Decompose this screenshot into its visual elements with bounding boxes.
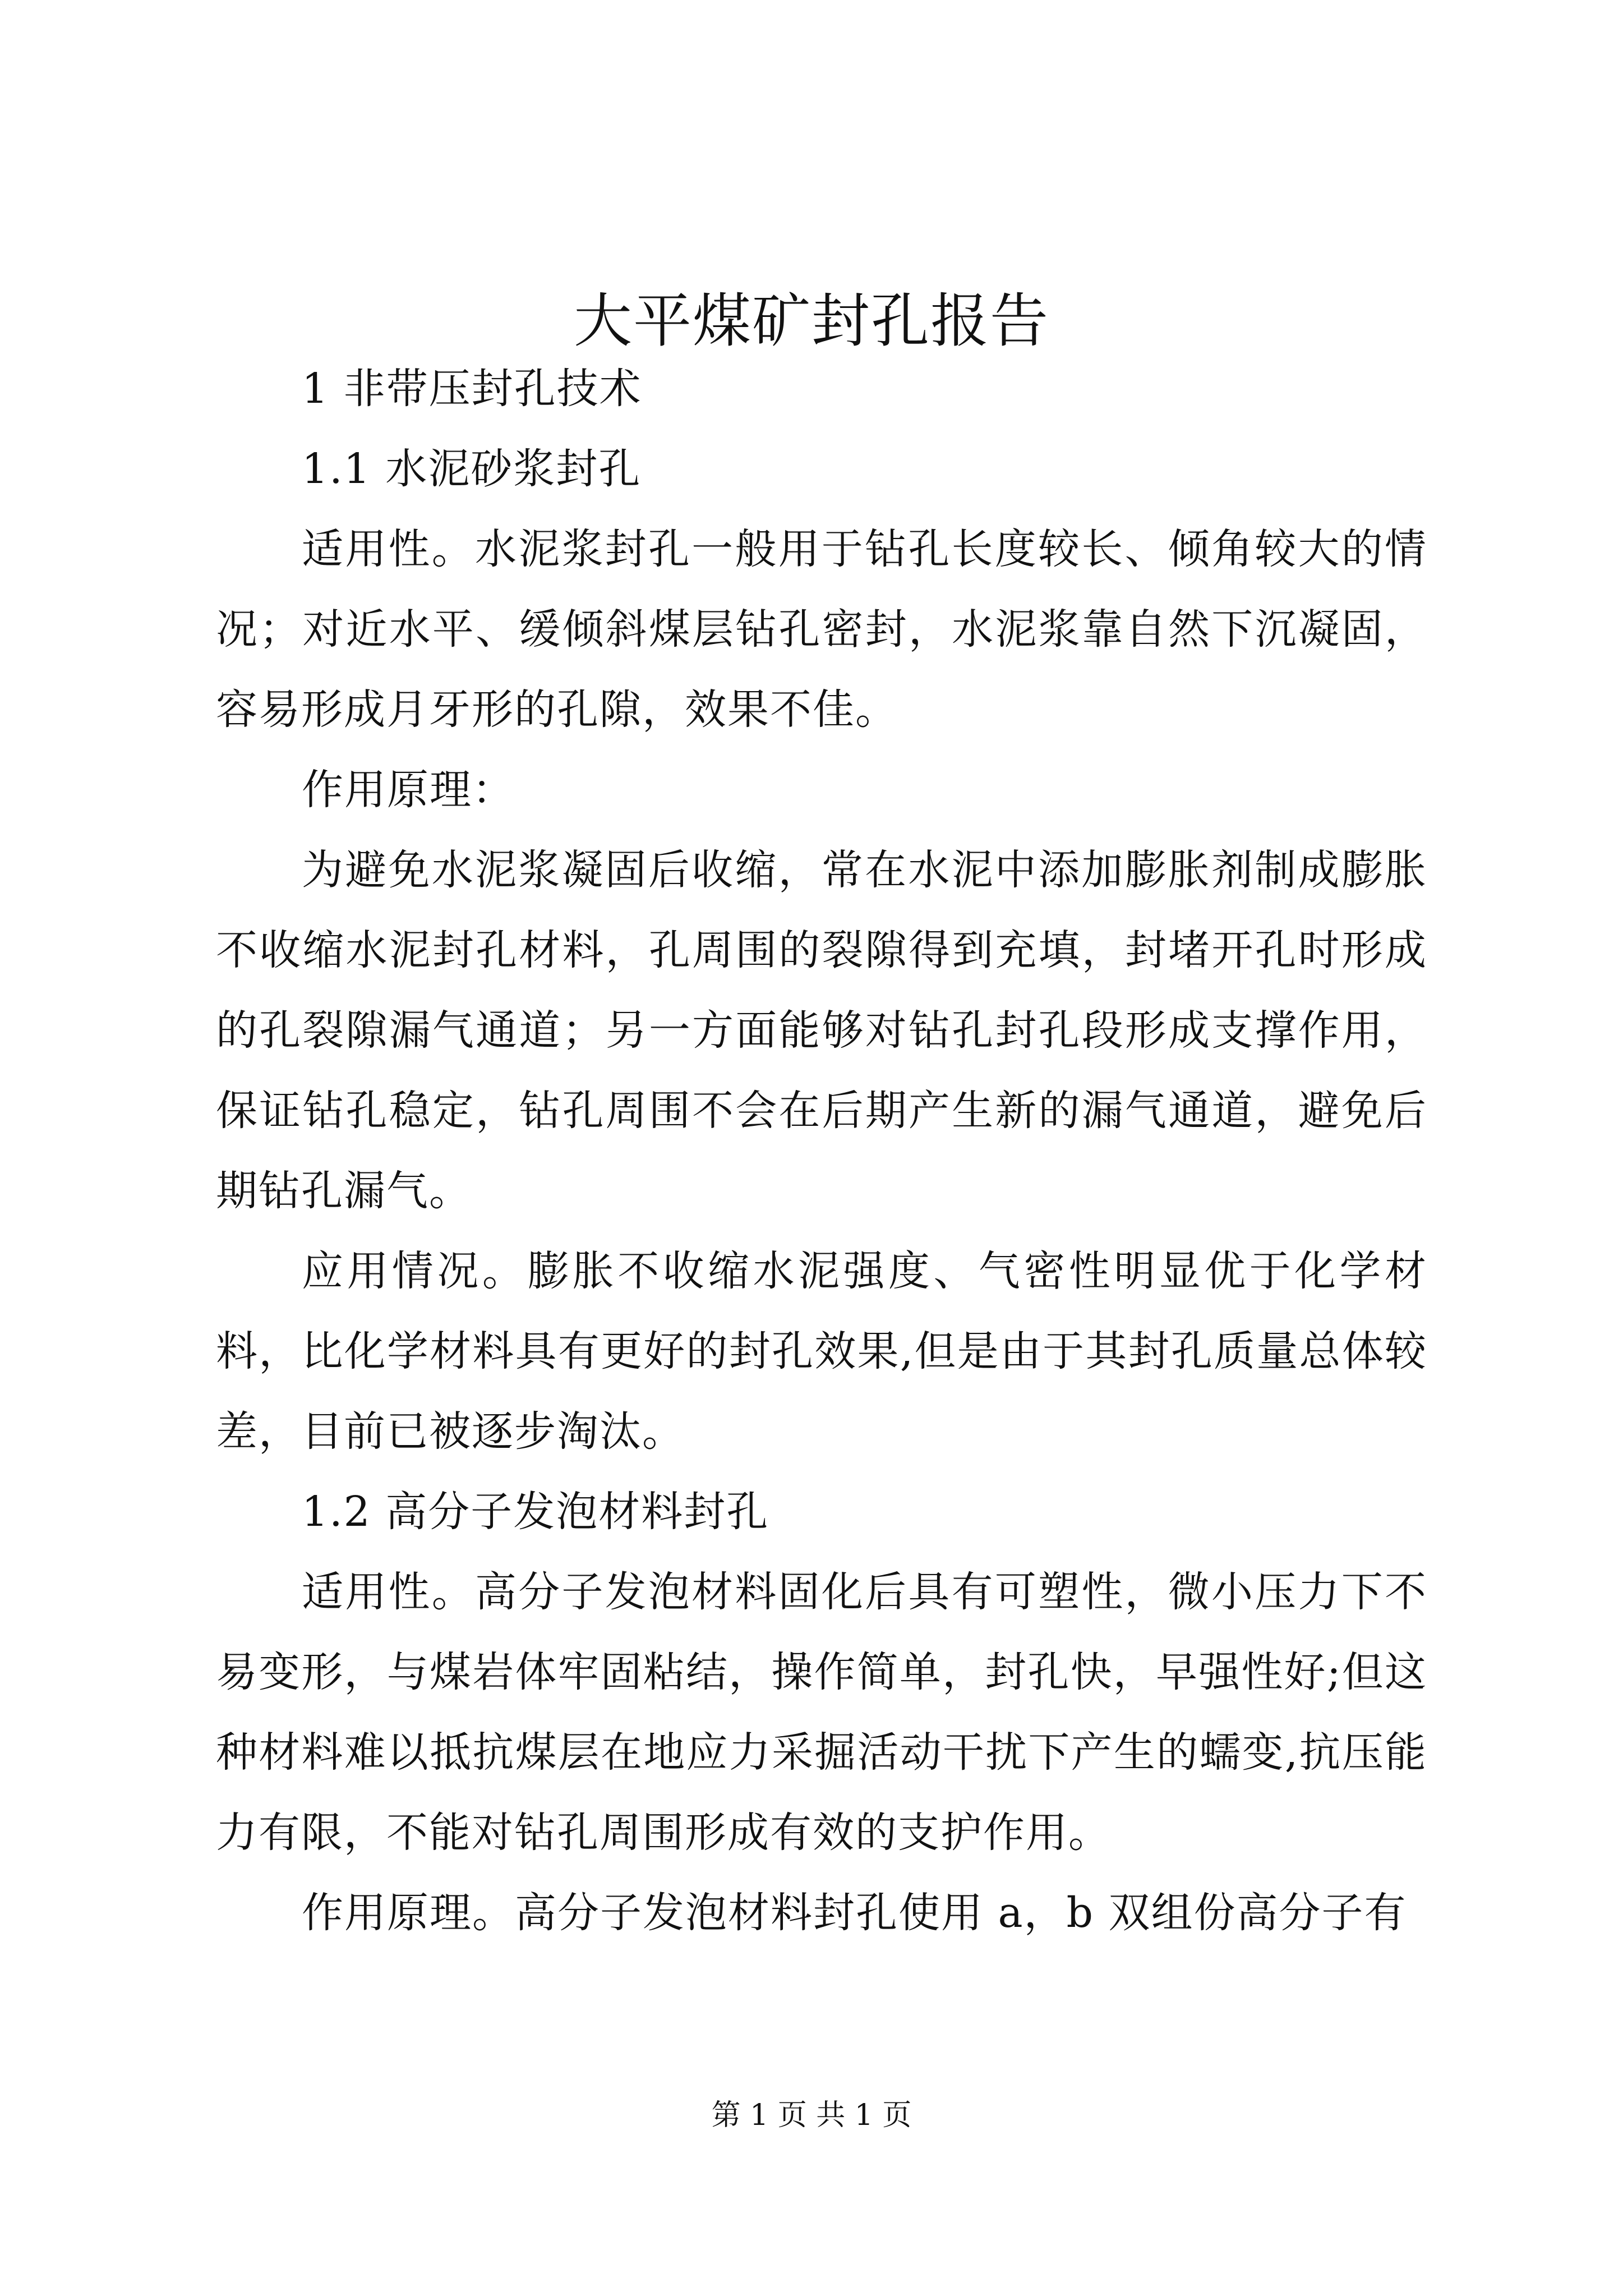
paragraph-applicability-cement: 适用性。水泥浆封孔一般用于钻孔长度较长、倾角较大的情况；对近水平、缓倾斜煤层钻孔密封，水泥浆靠自然下沉凝固，容易形成月牙形的孔隙，效果不佳。 xyxy=(216,525,1427,734)
document-title: 大平煤矿封孔报告 xyxy=(573,287,1049,355)
paragraph-application-cement: 应用情况。膨胀不收缩水泥强度、气密性明显优于化学材料，比化学材料具有更好的封孔效果,但是由于其封孔质量总体较差，目前已被逐步淘汰。 xyxy=(216,1247,1427,1456)
subsection-heading-1-1: 1.1 水泥砂浆封孔 xyxy=(302,445,642,493)
paragraph-principle-label: 作用原理： xyxy=(302,766,515,814)
subsection-heading-1-2: 1.2 高分子发泡材料封孔 xyxy=(302,1488,769,1536)
paragraph-principle-foam: 作用原理。高分子发泡材料封孔使用 a，b 双组份高分子有 xyxy=(302,1889,1407,1937)
paragraph-principle-cement: 为避免水泥浆凝固后收缩，常在水泥中添加膨胀剂制成膨胀不收缩水泥封孔材料，孔周围的裂隙得到充填，封堵开孔时形成的孔裂隙漏气通道；另一方面能够对钻孔封孔段形成支撑作用，保证钻孔稳定，钻孔周围不会在后期产生新的漏气通道，避免后期钻孔漏气。 xyxy=(216,846,1427,1215)
page-footer: 第 1 页 共 1 页 xyxy=(711,2099,912,2132)
document-body xyxy=(216,349,1427,1953)
paragraph-applicability-foam: 适用性。高分子发泡材料固化后具有可塑性，微小压力下不易变形，与煤岩体牢固粘结，操作简单，封孔快，早强性好;但这种材料难以抵抗煤层在地应力采掘活动干扰下产生的蠕变,抗压能力有限，不能对钻孔周围形成有效的支护作用。 xyxy=(216,1568,1427,1857)
section-heading-1: 1 非带压封孔技术 xyxy=(302,365,642,413)
